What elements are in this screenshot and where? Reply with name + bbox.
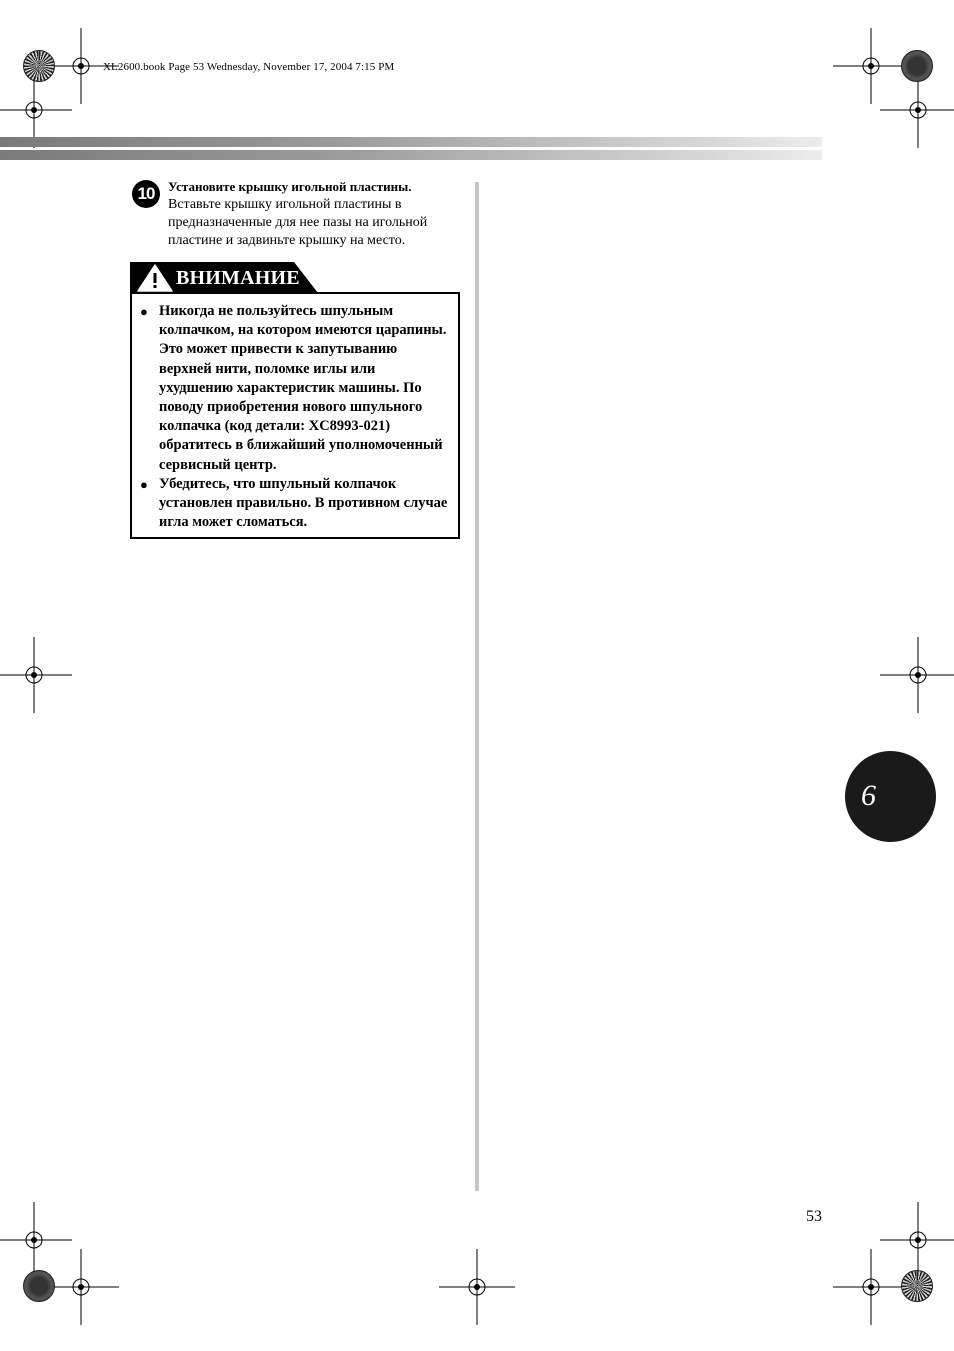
page-number: 53	[806, 1208, 822, 1225]
header-bar-bottom	[0, 150, 822, 160]
caution-item	[140, 302, 452, 475]
registration-mark-icon	[439, 1249, 515, 1325]
registration-mark-icon	[880, 637, 954, 713]
step-body: Вставьте крышку игольной пластины в предназначенные для нее пазы на игольной пластине и задвиньте крышку на место.	[168, 197, 428, 248]
column-divider	[475, 182, 479, 1191]
step-title: Установите крышку игольной пластины.	[168, 179, 412, 194]
header-bar-top	[0, 137, 822, 147]
caution-item-text: Убедитесь, что шпульный колпачок установлен правильно. В противном случае игла может сломаться.	[159, 475, 448, 531]
registration-mark-icon	[833, 28, 909, 104]
chapter-tab	[845, 751, 936, 842]
caution-label: ВНИМАНИЕ	[176, 267, 300, 289]
registration-mark-icon	[0, 1202, 72, 1278]
bullet-icon: ●	[140, 304, 148, 319]
color-calibration-target-icon	[23, 50, 55, 82]
color-calibration-target-icon	[23, 1270, 55, 1302]
caution-item-text: Никогда не пользуйтесь шпульным колпачком, на котором имеются царапины. Это может привести к запутыванию верхней нити, поломке иглы или ухудшению характеристик машины. По поводу приобретения нового шпульного колпачка (код детали: XC8993-021) обратитесь в ближайший уполномоченный сервисный центр.	[159, 303, 447, 473]
bullet-icon: ●	[140, 476, 148, 492]
caution-list	[140, 302, 452, 532]
color-calibration-target-icon	[901, 50, 933, 82]
print-slug: XL2600.book Page 53 Wednesday, November 17, 2004 7:15 PM	[103, 61, 395, 73]
chapter-tab-label: 6	[861, 779, 876, 812]
caution-item	[140, 475, 452, 533]
registration-mark-icon	[833, 1249, 909, 1325]
registration-mark-icon	[880, 72, 954, 148]
registration-mark-icon	[0, 637, 72, 713]
registration-mark-icon	[880, 1202, 954, 1278]
step-number-badge: 10	[132, 180, 160, 208]
color-calibration-target-icon	[901, 1270, 933, 1302]
